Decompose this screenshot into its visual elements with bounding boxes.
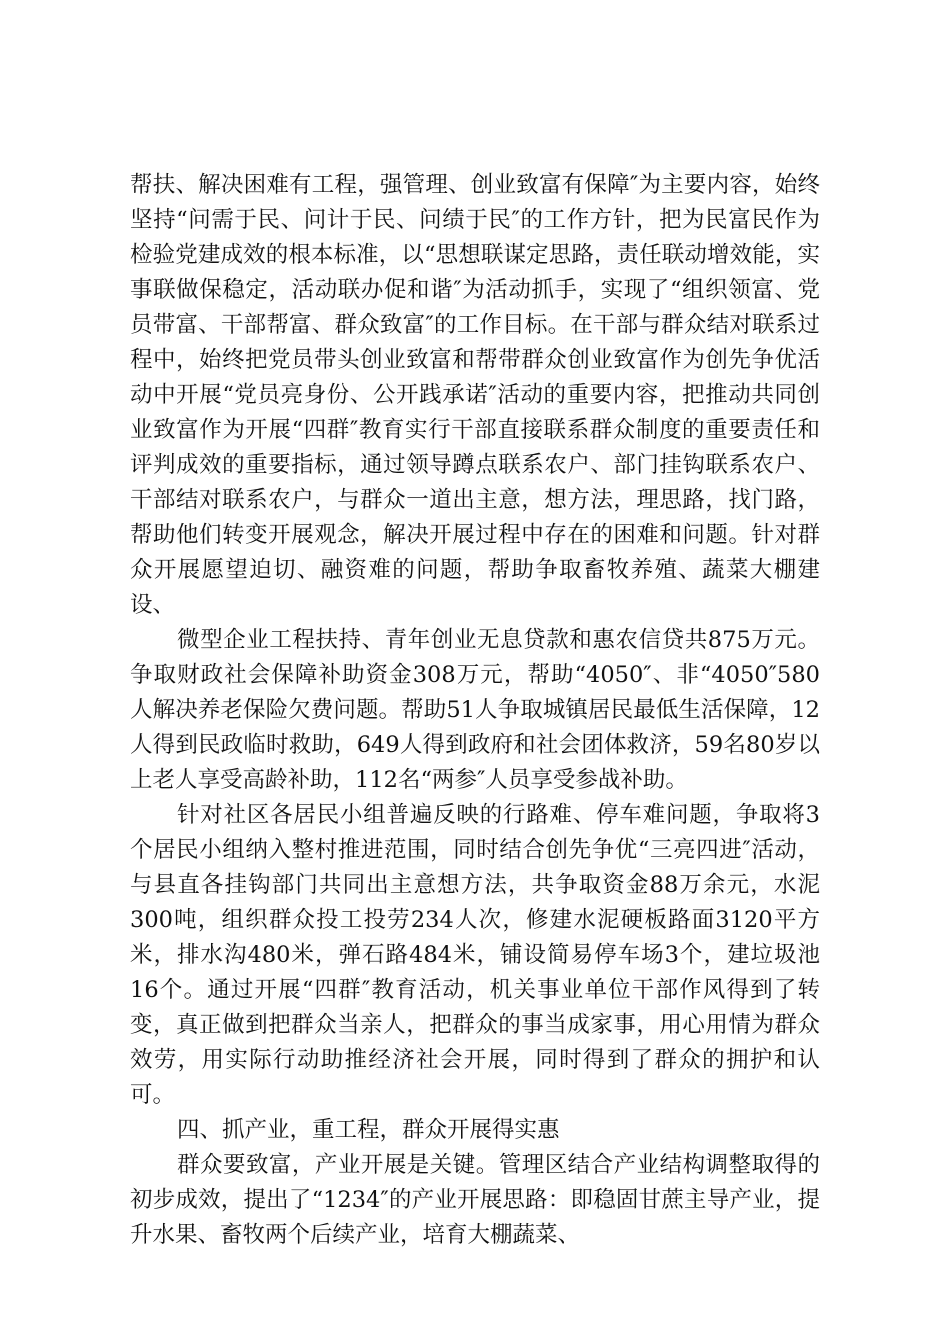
document-body bbox=[130, 168, 820, 1253]
paragraph-2: 微型企业工程扶持、青年创业无息贷款和惠农信贷共875万元。争取财政社会保障补助资金308万元，帮助“4050″、非“4050″580人解决养老保险欠费问题。帮助51人争取城镇居民最低生活保障，12人得到民政临时救助，649人得到政府和社会团体救济，59名80岁以上老人享受高龄补助，112名“两参″人员享受参战补助。 bbox=[130, 627, 820, 793]
paragraph-5: 群众要致富，产业开展是关键。管理区结合产业结构调整取得的初步成效，提出了“1234″的产业开展思路：即稳固甘蔗主导产业，提升水果、畜牧两个后续产业，培育大棚蔬菜、 bbox=[130, 1152, 820, 1248]
paragraph-3: 针对社区各居民小组普遍反映的行路难、停车难问题，争取将3个居民小组纳入整村推进范围，同时结合创先争优“三亮四进″活动，与县直各挂钩部门共同出主意想方法，共争取资金88万余元，水泥300吨，组织群众投工投劳234人次，修建水泥硬板路面3120平方米，排水沟480米，弹石路484米，铺设简易停车场3个，建垃圾池16个。通过开展“四群″教育活动，机关事业单位干部作风得到了转变，真正做到把群众当亲人，把群众的事当成家事，用心用情为群众效劳，用实际行动助推经济社会开展，同时得到了群众的拥护和认可。 bbox=[130, 802, 820, 1108]
section-heading-4: 四、抓产业，重工程，群众开展得实惠 bbox=[177, 1117, 560, 1143]
paragraph-1: 帮扶、解决困难有工程，强管理、创业致富有保障″为主要内容，始终坚持“问需于民、问计于民、问绩于民″的工作方针，把为民富民作为检验党建成效的根本标准，以“思想联谋定思路，责任联动增效能，实事联做保稳定，活动联办促和谐″为活动抓手，实现了“组织领富、党员带富、干部帮富、群众致富″的工作目标。在干部与群众结对联系过程中，始终把党员带头创业致富和帮带群众创业致富作为创先争优活动中开展“党员亮身份、公开践承诺″活动的重要内容，把推动共同创业致富作为开展“四群″教育实行干部直接联系群众制度的重要责任和评判成效的重要指标，通过领导蹲点联系农户、部门挂钩联系农户、干部结对联系农户，与群众一道出主意，想方法，理思路，找门路，帮助他们转变开展观念，解决开展过程中存在的困难和问题。针对群众开展愿望迫切、融资难的问题，帮助争取畜牧养殖、蔬菜大棚建设、 bbox=[130, 172, 820, 618]
